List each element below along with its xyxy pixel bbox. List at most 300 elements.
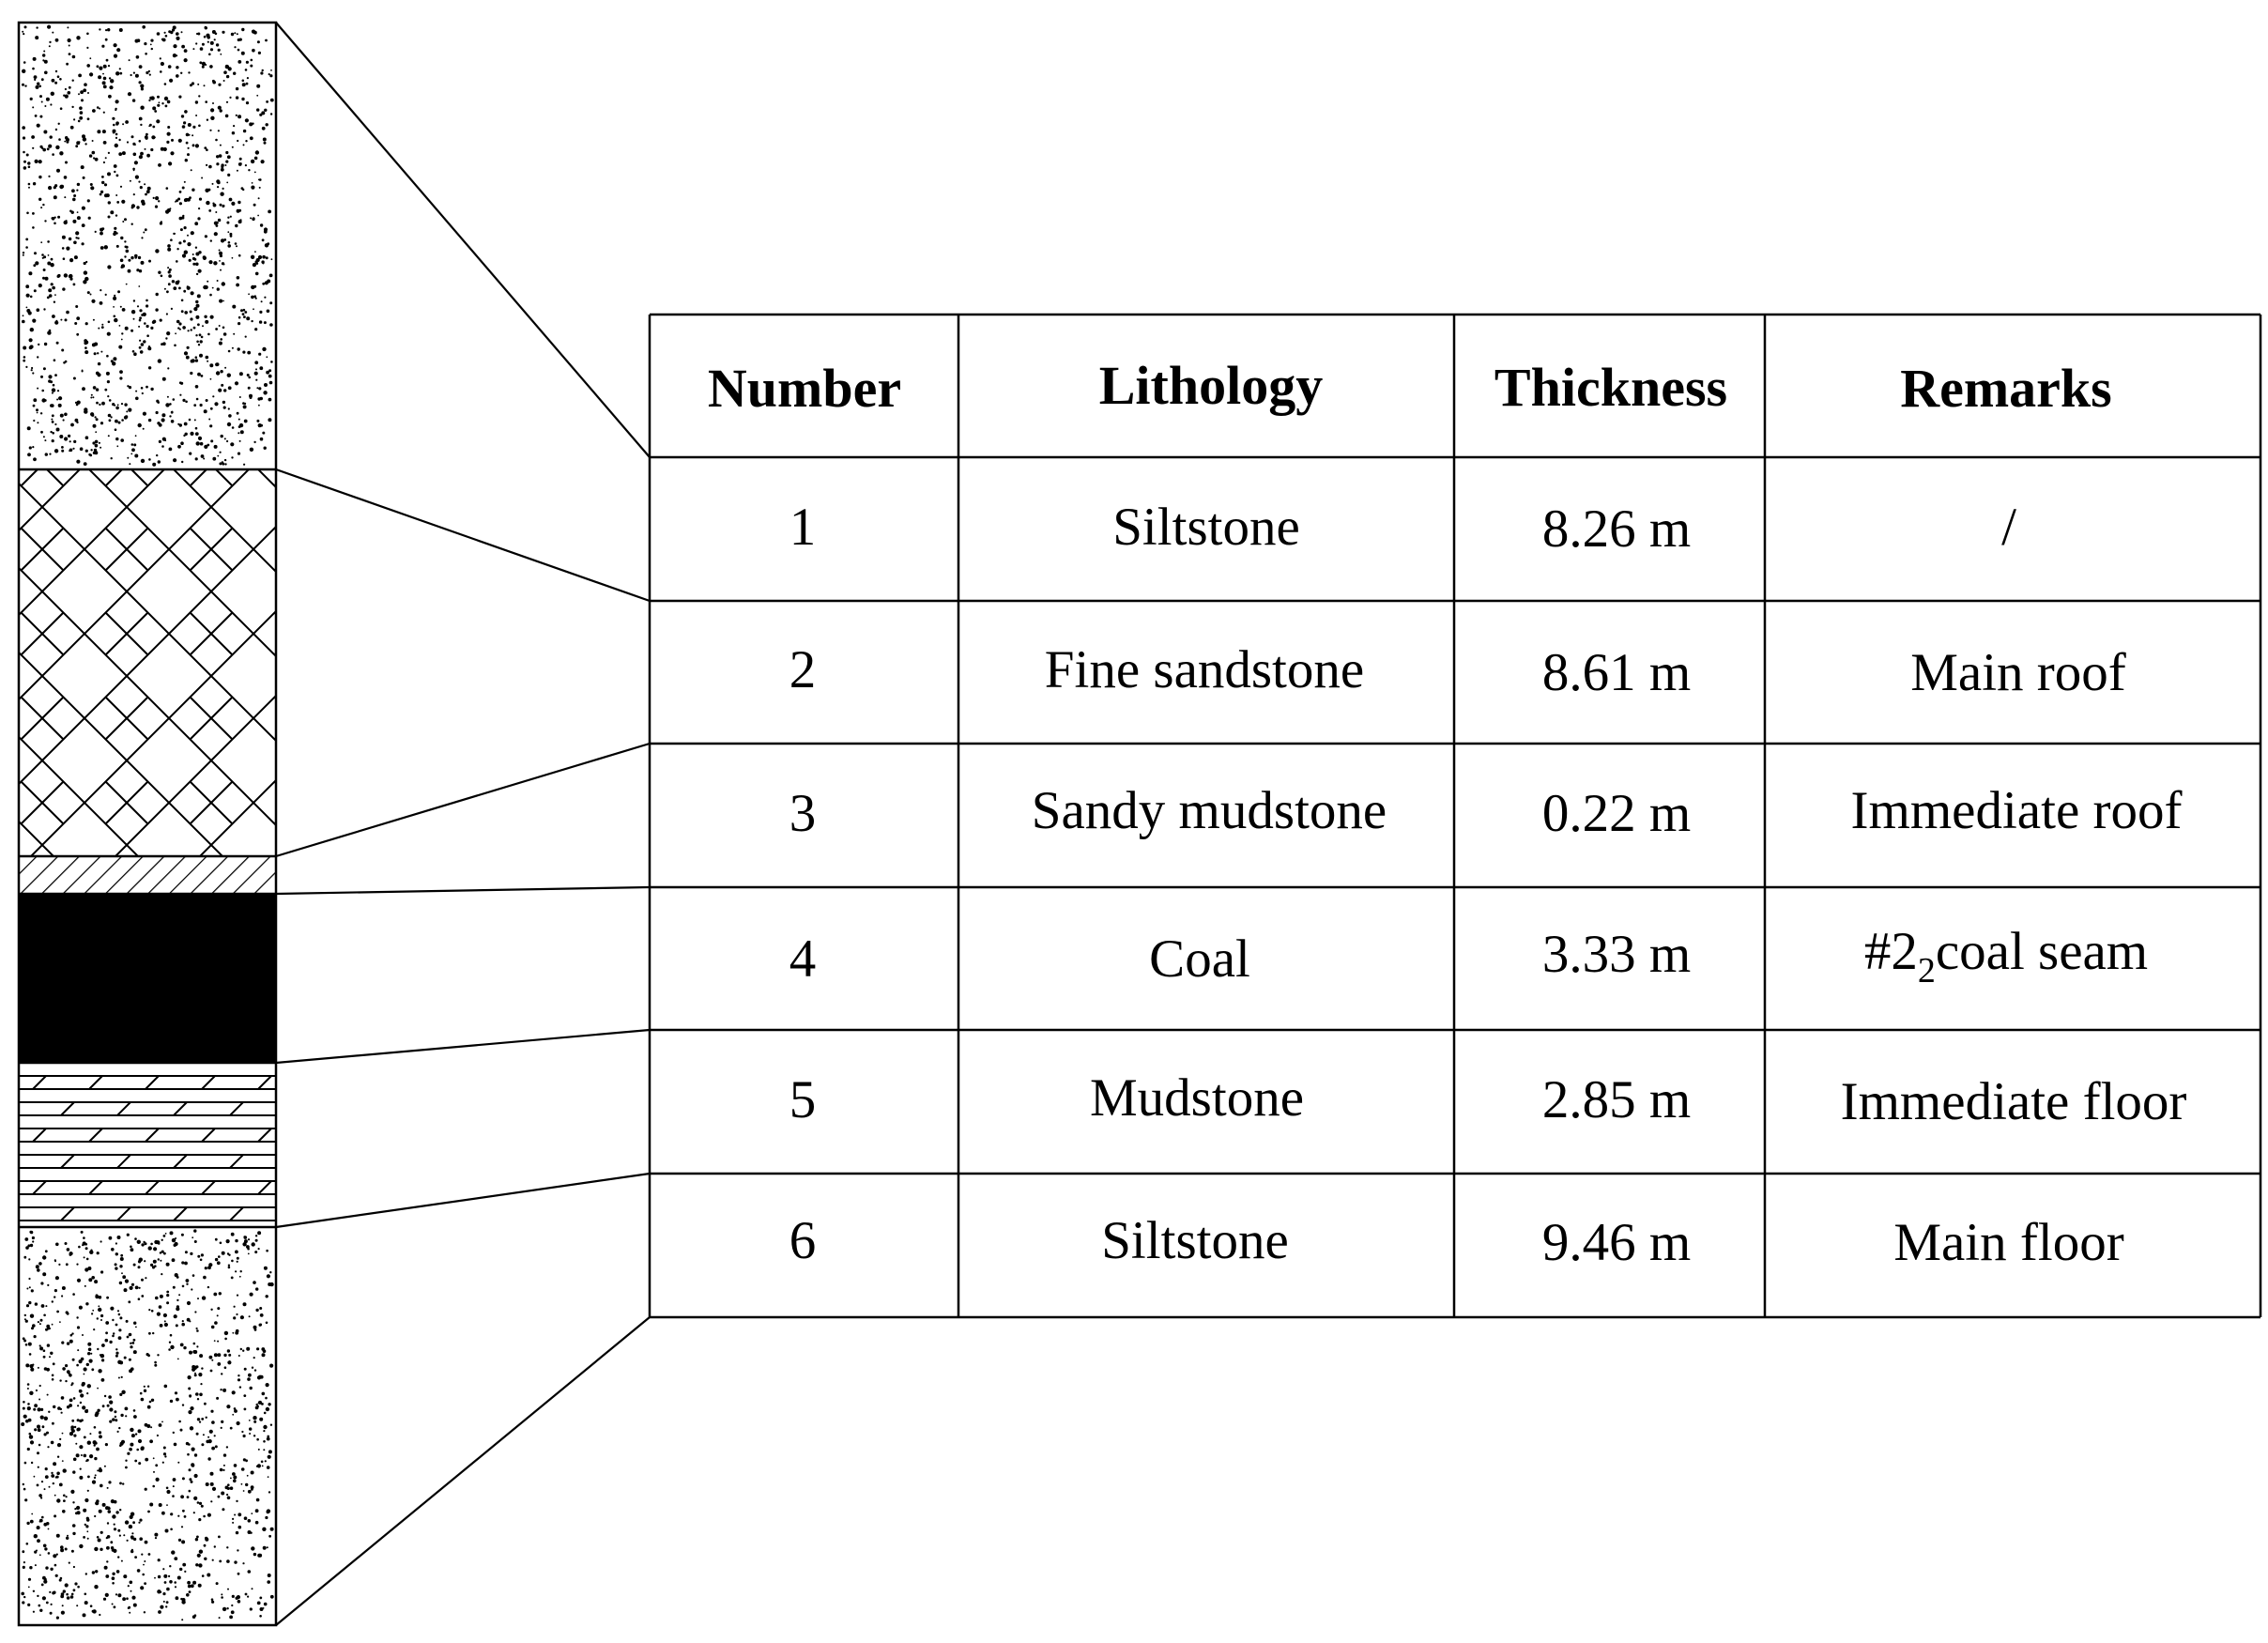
texture-dot — [114, 227, 116, 230]
texture-dot — [222, 300, 224, 302]
texture-dot — [73, 118, 75, 120]
texture-dot — [167, 396, 169, 398]
texture-dot — [99, 1431, 101, 1434]
texture-dot — [40, 1416, 44, 1420]
texture-dot — [53, 1591, 55, 1594]
texture-dot — [51, 1441, 54, 1445]
texture-dot — [39, 115, 42, 118]
texture-dot — [158, 460, 161, 463]
texture-dot — [236, 1531, 238, 1534]
texture-dot — [81, 1358, 84, 1361]
texture-dot — [255, 1287, 258, 1290]
texture-dot — [192, 1368, 195, 1372]
texture-dot — [49, 45, 51, 47]
texture-dot — [51, 258, 54, 261]
texture-dot — [59, 151, 63, 155]
texture-dot — [146, 304, 148, 307]
texture-dot — [210, 48, 213, 51]
texture-dot — [234, 46, 236, 48]
texture-dot — [84, 346, 87, 349]
texture-dot — [140, 106, 144, 110]
texture-dot — [56, 1472, 60, 1476]
texture-dot — [34, 79, 36, 81]
texture-dot — [101, 1359, 104, 1361]
texture-dot — [268, 1574, 271, 1577]
texture-dot — [135, 176, 139, 179]
texture-dot — [205, 189, 208, 192]
texture-dot — [115, 1242, 117, 1244]
texture-dot — [230, 1427, 233, 1430]
texture-dot — [157, 104, 160, 107]
texture-dot — [174, 345, 176, 347]
texture-dot — [69, 53, 71, 55]
texture-dot — [231, 33, 234, 36]
texture-dot — [214, 222, 218, 225]
texture-dot — [158, 1243, 160, 1245]
texture-dot — [124, 416, 128, 420]
texture-dot — [34, 1534, 38, 1538]
texture-dot — [37, 1526, 40, 1529]
texture-dot — [67, 1370, 70, 1374]
texture-dot — [161, 275, 163, 278]
texture-dot — [264, 447, 267, 450]
texture-dot — [252, 1588, 253, 1589]
texture-dot — [207, 361, 208, 362]
texture-dot — [219, 1617, 221, 1619]
texture-dot — [28, 271, 32, 275]
texture-dot — [262, 432, 265, 435]
texture-dot — [207, 1574, 210, 1577]
texture-dot — [35, 1564, 37, 1566]
texture-dot — [205, 1267, 207, 1269]
texture-dot — [126, 246, 129, 249]
texture-dot — [237, 1257, 239, 1260]
texture-dot — [31, 1513, 33, 1515]
texture-dot — [175, 1237, 176, 1239]
texture-dot — [221, 1492, 224, 1496]
texture-dot — [235, 381, 238, 385]
texture-dot — [235, 1270, 237, 1272]
texture-dot — [138, 256, 141, 259]
texture-dot — [223, 407, 226, 409]
texture-dot — [76, 1364, 79, 1367]
texture-dot — [97, 130, 100, 133]
texture-dot — [141, 237, 143, 238]
texture-dot — [125, 1280, 129, 1283]
texture-dot — [180, 1429, 183, 1432]
texture-dot — [54, 1564, 57, 1567]
texture-dot — [138, 1462, 141, 1465]
texture-dot — [41, 1304, 45, 1308]
texture-dot — [92, 109, 96, 113]
texture-dot — [245, 140, 247, 142]
texture-dot — [203, 1276, 207, 1280]
texture-dot — [243, 464, 245, 466]
texture-dot — [37, 308, 40, 312]
texture-dot — [160, 57, 161, 59]
texture-dot — [37, 1539, 40, 1543]
texture-dot — [131, 1342, 134, 1344]
texture-dot — [36, 1390, 38, 1391]
texture-dot — [203, 1434, 205, 1436]
texture-dot — [45, 1250, 48, 1252]
texture-dot — [120, 259, 124, 263]
texture-dot — [69, 1253, 72, 1256]
texture-dot — [249, 1420, 251, 1421]
texture-dot — [59, 435, 63, 438]
texture-dot — [172, 1495, 175, 1497]
texture-dot — [40, 1497, 42, 1498]
texture-dot — [130, 330, 133, 332]
texture-dot — [34, 1404, 38, 1407]
texture-dot — [48, 1411, 50, 1413]
texture-dot — [112, 1576, 115, 1580]
cell-thickness: 3.33 m — [1541, 925, 1692, 984]
texture-dot — [227, 1349, 230, 1352]
texture-dot — [220, 54, 222, 55]
texture-dot — [170, 151, 174, 155]
texture-dot — [111, 1248, 115, 1251]
texture-dot — [73, 1397, 76, 1400]
texture-dot — [246, 316, 250, 320]
texture-dot — [69, 1404, 72, 1407]
texture-dot — [154, 137, 156, 139]
texture-dot — [253, 1416, 256, 1420]
texture-dot — [212, 457, 216, 461]
texture-dot — [148, 345, 150, 347]
texture-dot — [105, 1506, 109, 1510]
texture-dot — [125, 120, 129, 124]
texture-dot — [120, 438, 124, 442]
texture-dot — [108, 216, 111, 219]
texture-dot — [259, 311, 262, 314]
texture-dot — [266, 371, 269, 375]
texture-dot — [90, 183, 93, 186]
texture-dot — [39, 1554, 41, 1556]
texture-dot — [177, 1462, 179, 1464]
texture-dot — [62, 1605, 64, 1606]
texture-dot — [204, 1544, 207, 1547]
texture-dot — [39, 1346, 43, 1350]
texture-dot — [182, 1404, 184, 1405]
texture-dot — [35, 1302, 38, 1305]
texture-dot — [149, 97, 152, 100]
texture-dot — [196, 273, 198, 275]
texture-dot — [129, 463, 130, 465]
texture-dot — [54, 294, 56, 296]
texture-dot — [269, 74, 272, 77]
texture-dot — [227, 244, 231, 248]
texture-dot — [125, 1466, 128, 1469]
texture-dot — [214, 1435, 216, 1436]
texture-dot — [209, 424, 212, 427]
texture-dot — [258, 1403, 260, 1405]
texture-dot — [153, 320, 157, 324]
texture-dot — [52, 1374, 54, 1377]
texture-dot — [137, 1240, 141, 1244]
texture-dot — [173, 1485, 175, 1487]
texture-dot — [129, 59, 130, 61]
texture-dot — [268, 1455, 271, 1459]
texture-dot — [67, 1248, 70, 1251]
texture-dot — [127, 385, 129, 387]
texture-dot — [109, 85, 113, 89]
texture-dot — [32, 372, 34, 374]
texture-dot — [71, 1332, 73, 1334]
texture-dot — [42, 1272, 46, 1276]
texture-dot — [61, 1611, 65, 1615]
texture-dot — [86, 64, 90, 68]
texture-dot — [52, 153, 54, 156]
texture-dot — [181, 1261, 184, 1264]
texture-dot — [221, 1373, 222, 1374]
texture-dot — [113, 130, 116, 133]
texture-dot — [80, 1393, 84, 1397]
texture-dot — [145, 1488, 147, 1491]
texture-dot — [173, 398, 176, 401]
texture-dot — [82, 207, 85, 210]
texture-dot — [228, 407, 230, 409]
texture-dot — [179, 1568, 182, 1571]
texture-dot — [54, 82, 57, 84]
texture-dot — [84, 350, 88, 354]
texture-dot — [202, 43, 205, 46]
texture-dot — [190, 1406, 193, 1410]
texture-dot — [240, 1270, 242, 1272]
texture-dot — [22, 1601, 24, 1604]
texture-dot — [79, 1476, 83, 1480]
texture-dot — [260, 438, 264, 441]
texture-dot — [238, 1374, 239, 1376]
texture-dot — [267, 1437, 270, 1441]
texture-dot — [138, 326, 140, 328]
texture-dot — [250, 65, 253, 68]
texture-dot — [246, 1347, 250, 1351]
texture-dot — [88, 217, 91, 220]
cell-remarks: $\#2_2coal$ seam — [1863, 922, 2149, 990]
texture-dot — [170, 238, 173, 241]
texture-dot — [234, 1514, 236, 1516]
texture-dot — [154, 1364, 157, 1367]
texture-dot — [51, 419, 53, 421]
texture-dot — [66, 311, 69, 315]
texture-dot — [197, 323, 200, 326]
texture-dot — [160, 319, 162, 322]
texture-dot — [122, 1482, 124, 1484]
texture-dot — [253, 1281, 256, 1284]
texture-dot — [263, 1440, 266, 1443]
texture-dot — [174, 1557, 177, 1560]
texture-dot — [168, 65, 172, 69]
texture-dot — [22, 320, 25, 324]
texture-dot — [35, 36, 38, 39]
texture-dot — [237, 1595, 240, 1599]
texture-dot — [206, 34, 209, 38]
texture-dot — [191, 1288, 192, 1290]
texture-dot — [254, 328, 257, 330]
texture-dot — [76, 1316, 78, 1318]
texture-dot — [23, 1340, 26, 1343]
texture-dot — [130, 1248, 134, 1251]
texture-dot — [34, 1335, 37, 1338]
texture-dot — [115, 407, 119, 410]
texture-dot — [203, 458, 205, 460]
texture-dot — [177, 1576, 181, 1580]
texture-dot — [165, 403, 169, 407]
texture-dot — [107, 265, 111, 269]
texture-dot — [201, 1443, 204, 1446]
texture-dot — [159, 440, 161, 443]
texture-dot — [233, 333, 235, 335]
cell-number: 5 — [789, 1070, 817, 1129]
texture-dot — [130, 1367, 134, 1371]
texture-dot — [196, 1536, 199, 1539]
texture-dot — [121, 332, 123, 334]
texture-dot — [119, 1282, 122, 1284]
texture-dot — [261, 1461, 264, 1464]
texture-dot — [200, 1259, 203, 1262]
texture-dot — [58, 404, 62, 407]
texture-dot — [134, 1460, 137, 1463]
texture-dot — [100, 1548, 102, 1551]
texture-dot — [268, 418, 271, 422]
texture-dot — [170, 1334, 173, 1337]
texture-dot — [216, 43, 219, 46]
texture-dot — [218, 106, 222, 110]
texture-dot — [259, 1615, 262, 1618]
texture-dot — [148, 366, 151, 369]
texture-dot — [228, 1354, 231, 1357]
cell-lithology: Coal — [1149, 929, 1250, 989]
texture-dot — [115, 1419, 117, 1421]
texture-dot — [198, 251, 201, 253]
texture-dot — [252, 49, 255, 53]
texture-dot — [76, 1605, 78, 1606]
texture-dot — [225, 161, 228, 163]
texture-dot — [38, 85, 41, 88]
texture-dot — [259, 1307, 262, 1310]
texture-dot — [38, 1605, 41, 1607]
texture-dot — [195, 1538, 198, 1541]
texture-dot — [125, 1460, 127, 1462]
texture-dot — [210, 1309, 212, 1311]
texture-dot — [23, 1401, 25, 1404]
texture-dot — [28, 1278, 30, 1280]
texture-dot — [112, 1319, 114, 1321]
texture-dot — [158, 1610, 161, 1614]
texture-dot — [202, 66, 205, 69]
texture-dot — [96, 418, 99, 421]
texture-dot — [174, 1443, 177, 1447]
texture-dot — [182, 326, 186, 330]
texture-dot — [199, 198, 202, 201]
texture-dot — [246, 83, 249, 85]
texture-dot — [182, 1285, 185, 1288]
texture-dot — [128, 259, 130, 262]
texture-dot — [84, 339, 87, 343]
texture-dot — [266, 1383, 269, 1387]
texture-dot — [203, 256, 207, 260]
texture-dot — [146, 154, 150, 158]
texture-dot — [138, 1439, 142, 1443]
texture-dot — [69, 45, 70, 47]
texture-dot — [115, 1267, 117, 1269]
texture-dot — [76, 1453, 80, 1457]
texture-dot — [88, 453, 91, 456]
texture-dot — [208, 1439, 212, 1443]
texture-dot — [130, 1515, 133, 1519]
texture-dot — [115, 144, 118, 147]
texture-dot — [238, 38, 240, 41]
texture-dot — [146, 334, 149, 337]
texture-dot — [86, 1409, 88, 1411]
texture-dot — [191, 169, 192, 171]
texture-dot — [71, 1593, 74, 1596]
texture-dot — [52, 1300, 54, 1302]
texture-dot — [90, 1605, 93, 1607]
texture-dot — [206, 356, 209, 360]
texture-dot — [44, 439, 46, 441]
texture-dot — [42, 1425, 45, 1428]
cell-remarks: Main roof — [1910, 643, 2126, 702]
cell-number: 3 — [789, 784, 817, 843]
texture-dot — [184, 181, 186, 183]
texture-dot — [124, 1288, 128, 1292]
texture-dot — [222, 31, 224, 34]
texture-dot — [64, 141, 66, 143]
texture-dot — [58, 1264, 60, 1266]
texture-dot — [54, 223, 56, 225]
texture-dot — [189, 1468, 192, 1471]
texture-dot — [180, 1344, 184, 1347]
texture-dot — [87, 1343, 91, 1346]
texture-dot — [123, 1574, 127, 1578]
texture-dot — [184, 58, 187, 61]
texture-dot — [23, 33, 24, 35]
texture-dot — [192, 263, 195, 266]
texture-dot — [155, 1537, 157, 1539]
texture-dot — [115, 100, 119, 103]
texture-dot — [52, 286, 55, 290]
texture-dot — [234, 1306, 236, 1308]
texture-dot — [34, 289, 37, 292]
texture-dot — [257, 1554, 261, 1558]
header-number: Number — [707, 358, 902, 419]
texture-dot — [183, 240, 186, 243]
texture-dot — [241, 1431, 243, 1433]
texture-dot — [122, 1275, 126, 1279]
texture-dot — [259, 1324, 262, 1327]
texture-dot — [243, 309, 246, 312]
texture-dot — [154, 110, 157, 113]
texture-dot — [133, 72, 135, 74]
texture-dot — [76, 190, 78, 192]
texture-dot — [238, 419, 240, 421]
texture-dot — [130, 256, 133, 259]
texture-dot — [258, 52, 261, 54]
texture-dot — [97, 1388, 99, 1390]
texture-dot — [66, 1593, 69, 1596]
texture-dot — [249, 122, 253, 126]
table-row — [789, 781, 2183, 843]
texture-dot — [161, 1421, 163, 1423]
texture-dot — [40, 207, 42, 208]
texture-dot — [173, 27, 175, 29]
texture-dot — [82, 1334, 84, 1336]
texture-dot — [74, 1582, 77, 1585]
texture-dot — [53, 1482, 54, 1484]
cell-thickness: 8.26 m — [1541, 499, 1692, 559]
